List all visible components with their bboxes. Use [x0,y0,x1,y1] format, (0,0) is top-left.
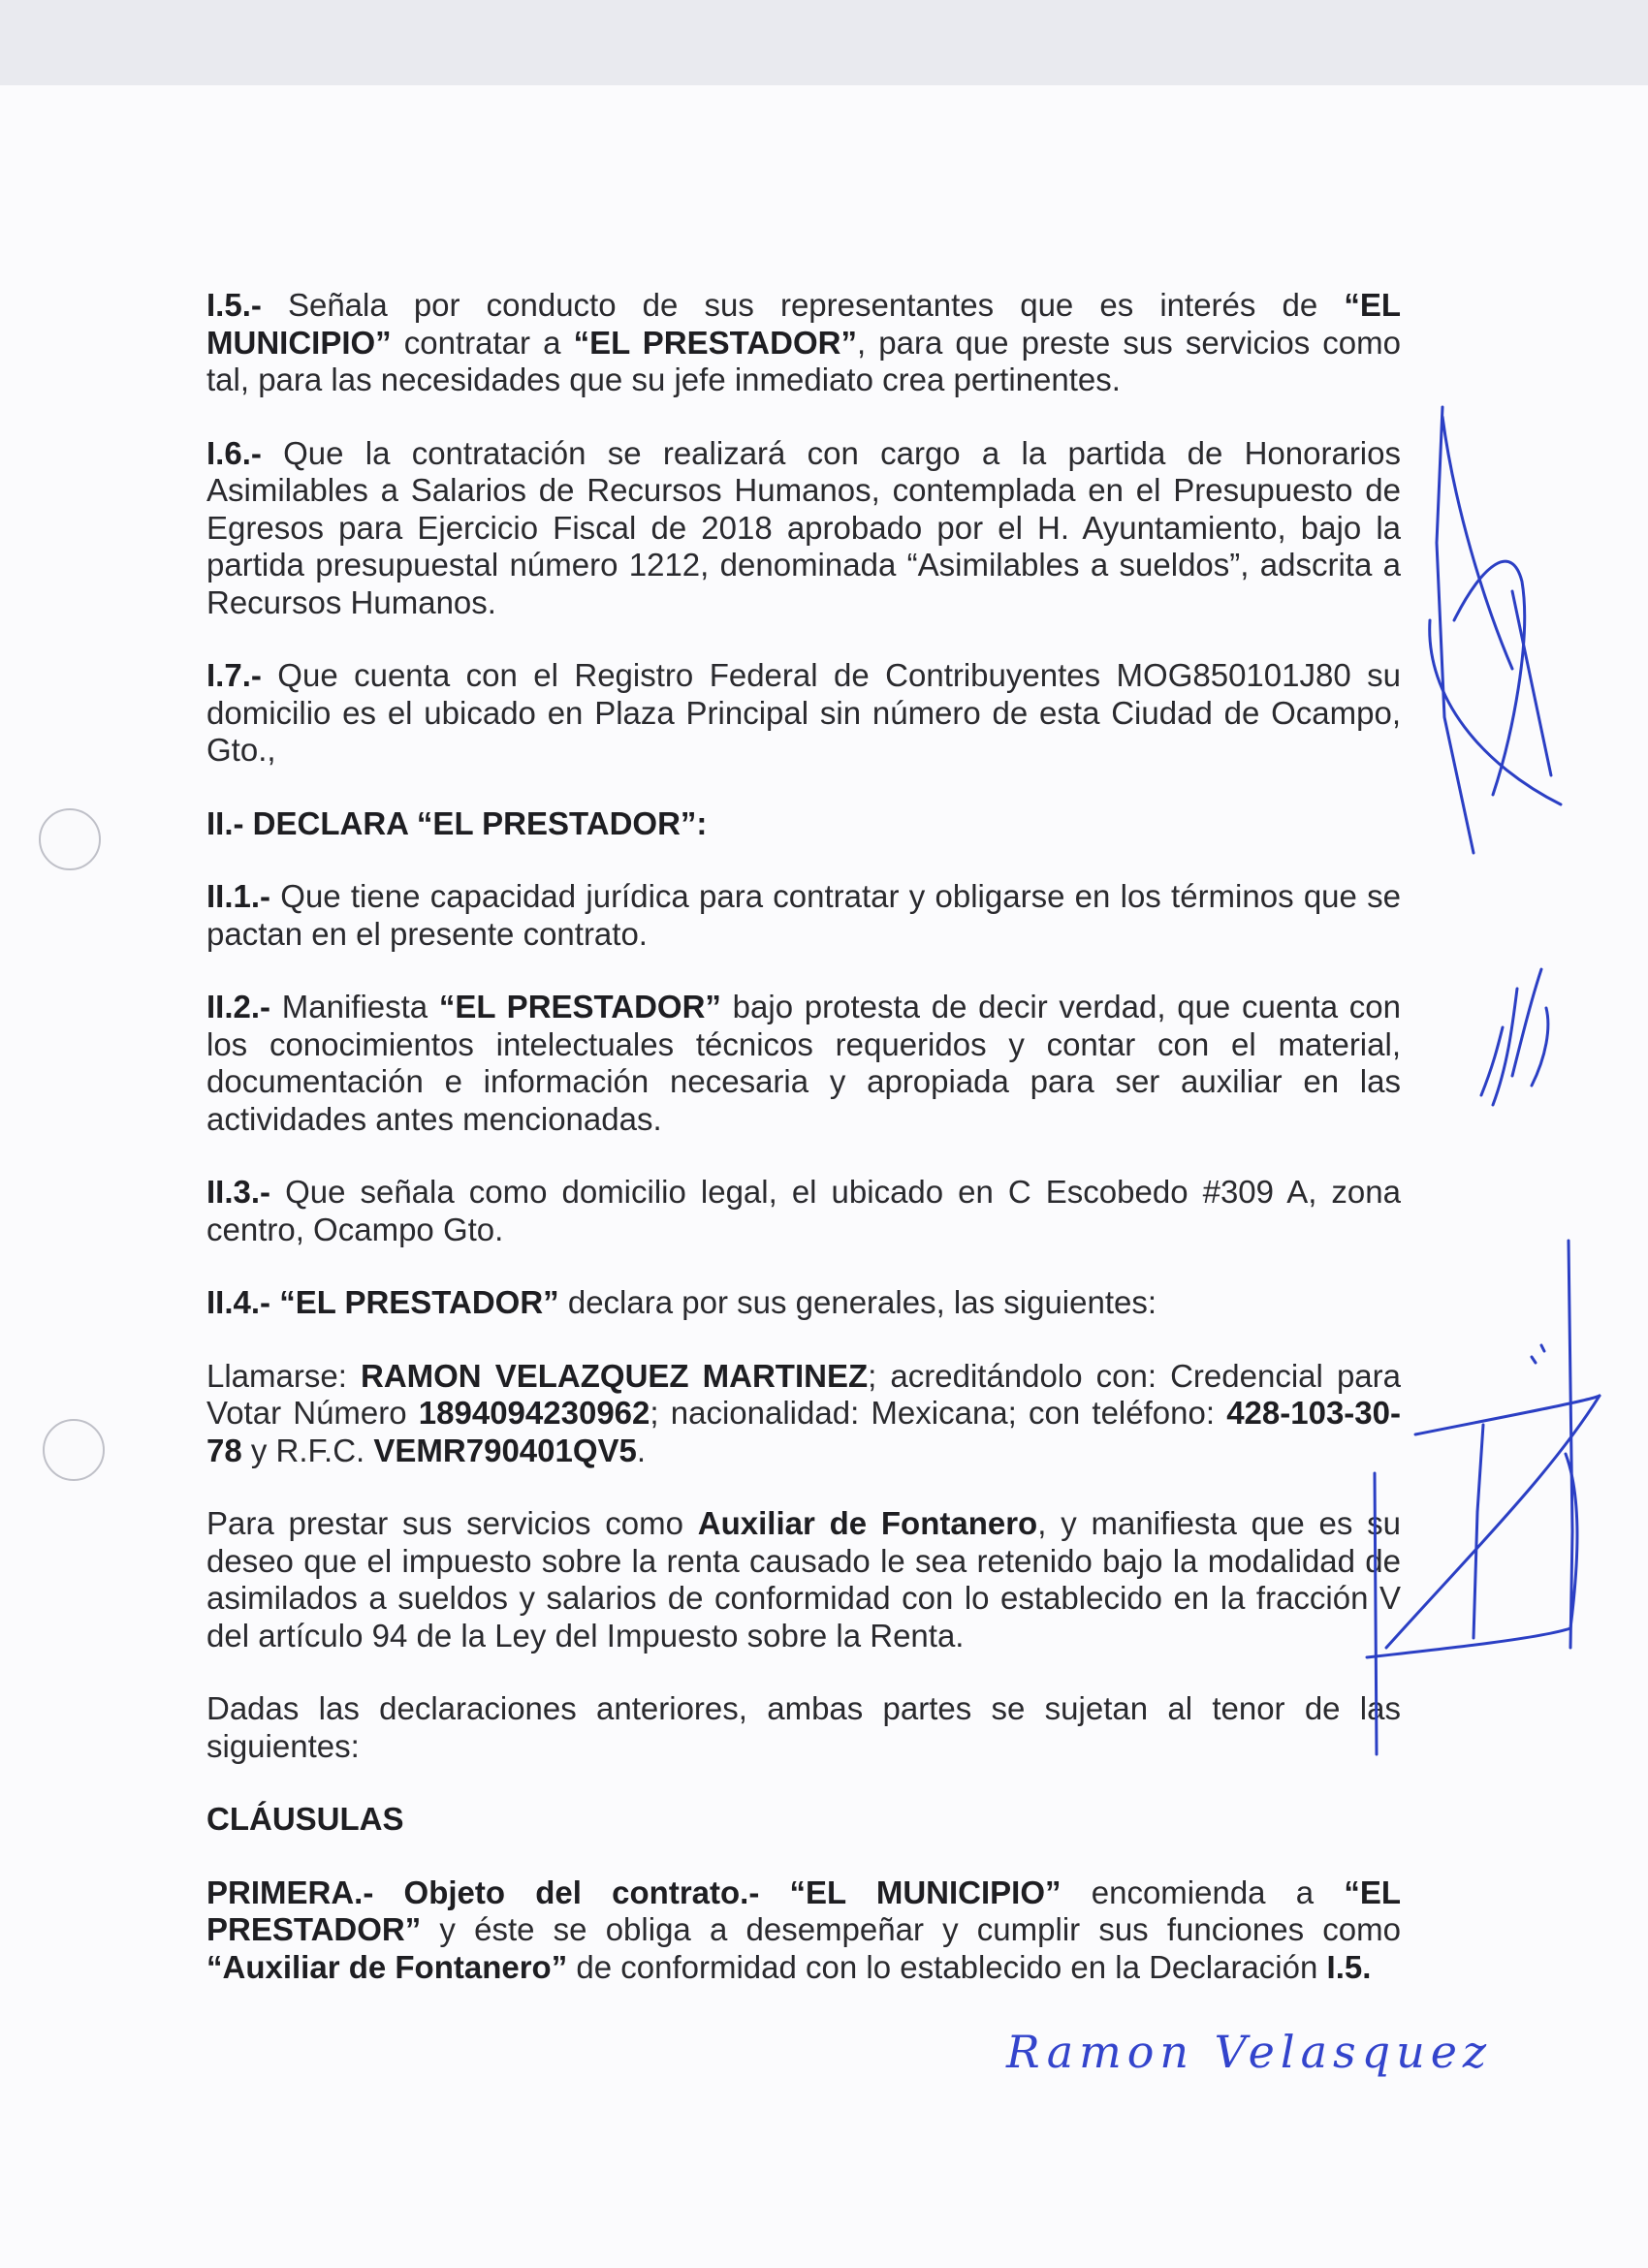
clause-ii3: II.3.- Que señala como domicilio legal, el ubicado en C Escobedo #309 A, zona centro, Ocampo Gto. [206,1174,1401,1247]
clause-primera: PRIMERA.- Objeto del contrato.- “EL MUNICIPIO” encomienda a “EL PRESTADOR” y éste se obliga a desempeñar y cumplir sus funciones como “Auxiliar de Fontanero” de conformidad con lo establecido en la Declaración I.5. [206,1874,1401,1985]
clauses-heading: CLÁUSULAS [206,1801,404,1837]
clause-ii4: II.4.- “EL PRESTADOR” declara por sus generales, las siguientes: [206,1284,1157,1320]
service-description: Para prestar sus servicios como Auxiliar de Fontanero, y manifiesta que es su deseo que el impuesto sobre la renta causado le sea retenido bajo la modalidad de asimilados a sueldos y salarios de conformidad con lo establecido en la fracción V del artículo 94 de la Ley del Impuesto sobre la Renta. [206,1505,1402,1654]
clause-ii1: II.1.- Que tiene capacidad jurídica para contratar y obligarse en los términos que se pactan en el presente contrato. [206,878,1401,952]
clause-i6: I.6.- Que la contratación se realizará con cargo a la partida de Honorarios Asimilables a Salarios de Recursos Humanos, contemplada en el Presupuesto de Egresos para Ejercicio Fiscal de 2018 aprobado por el H. Ayuntamiento, bajo la partida presupuestal número 1212, denominada “Asimilables a sueldos”, adscrita a Recursos Humanos. [206,434,1401,620]
declarations-summary: Dadas las declaraciones anteriores, ambas partes se sujetan al tenor de las siguientes: [206,1690,1401,1764]
clause-i5: I.5.- Señala por conducto de sus representantes que es interés de “EL MUNICIPIO” contratar a “EL PRESTADOR”, para que preste sus servicios como tal, para las necesidades que su jefe inmediato crea pertinentes. [206,287,1401,397]
clause-i7: I.7.- Que cuenta con el Registro Federal de Contribuyentes MOG850101J80 su domicilio es el ubicado en Plaza Principal sin número de esta Ciudad de Ocampo, Gto., [206,657,1401,768]
handwritten-name-signature: Ramon Velasquez [1006,2026,1493,2078]
section-heading-ii: II.- DECLARA “EL PRESTADOR”: [206,804,708,841]
provider-details: Llamarse: RAMON VELAZQUEZ MARTINEZ; acreditándolo con: Credencial para Votar Número 1894094230962; nacionalidad: Mexicana; con teléfono: 428-103-30-78 y R.F.C. VEMR790401QV5. [206,1357,1401,1468]
clause-ii2: II.2.- Manifiesta “EL PRESTADOR” bajo protesta de decir verdad, que cuenta con los conocimientos intelectuales técnicos requeridos y contar con el material, documentación e información necesaria y apropiada para ser auxiliar en las actividades antes mencionadas. [206,989,1402,1137]
